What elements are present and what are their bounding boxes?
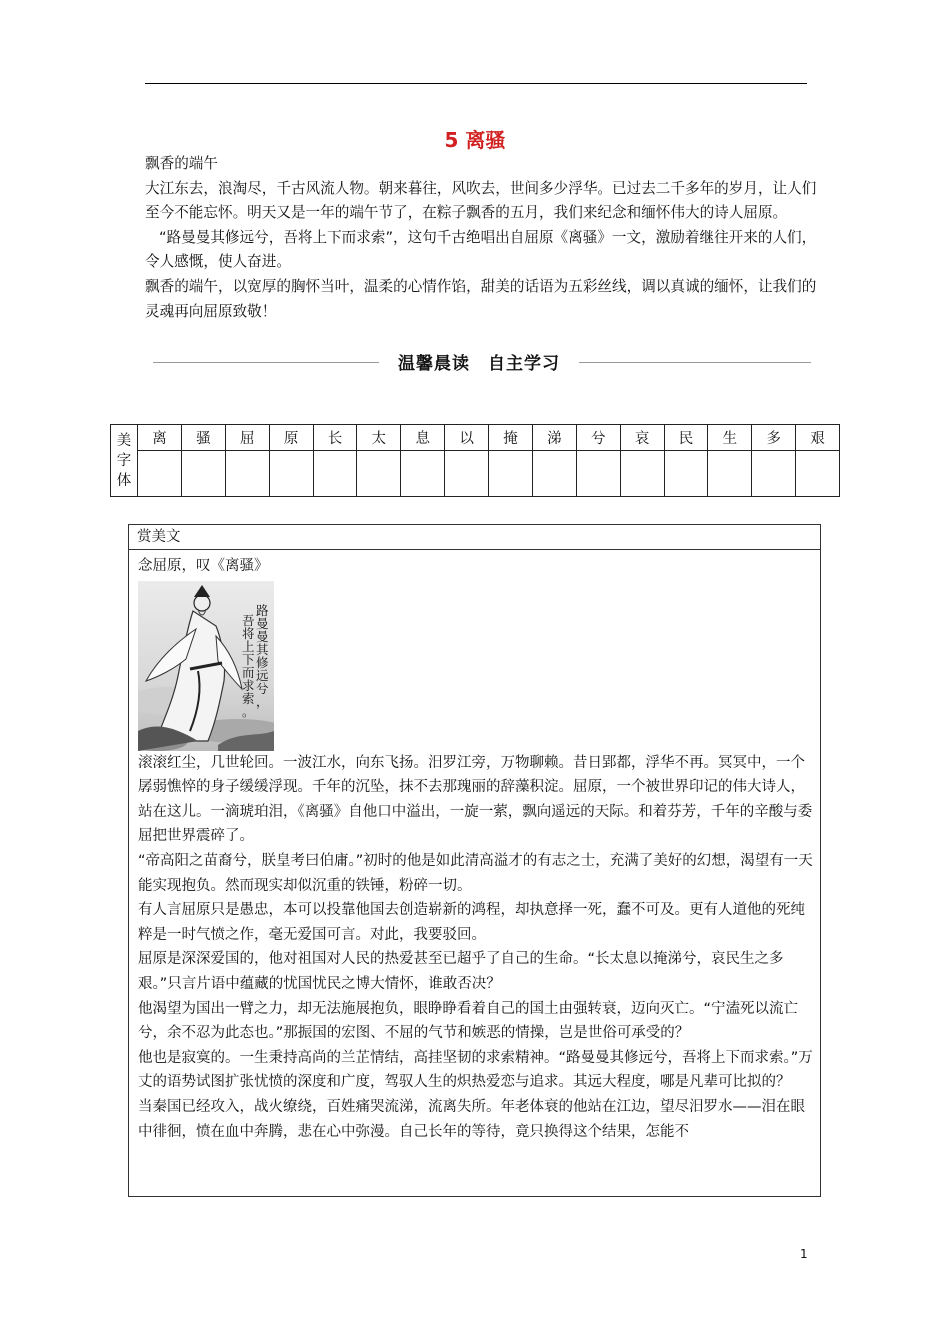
practice-cell[interactable] bbox=[796, 451, 840, 497]
appreciation-body bbox=[129, 550, 820, 1144]
char-cell: 兮 bbox=[576, 425, 620, 451]
table-row bbox=[111, 425, 840, 451]
essay-paragraph: 滚滚红尘，几世轮回。一波江水，向东飞扬。汨罗江旁，万物聊赖。昔日郢都，浮华不再。冥冥中，一个孱弱憔悴的身子缓缓浮现。千年的沉坠，抹不去那瑰丽的辞藻积淀。屈原，一个被世界印记的伟大诗人，站在这儿。一滴琥珀泪，《离骚》自他口中溢出，一旋一萦，飘向遥远的天际。和着芬芳，千年的辛酸与委屈把世界震碎了。 bbox=[138, 754, 813, 845]
section-banner bbox=[145, 349, 817, 375]
portrait-verse-line-1: 路曼曼其修远兮， bbox=[256, 602, 269, 709]
essay-paragraph: “帝高阳之苗裔兮，朕皇考曰伯庸。”初时的他是如此清高溢才的有志之士，充满了美好的幻想，渴望有一天能实现抱负。然而现实却似沉重的铁锤，粉碎一切。 bbox=[138, 852, 813, 894]
intro-heading: 飘香的端午 bbox=[145, 155, 218, 172]
practice-cell[interactable] bbox=[532, 451, 576, 497]
practice-cell[interactable] bbox=[664, 451, 708, 497]
char-cell: 长 bbox=[313, 425, 357, 451]
practice-cell[interactable] bbox=[401, 451, 445, 497]
practice-cell[interactable] bbox=[576, 451, 620, 497]
char-cell: 民 bbox=[664, 425, 708, 451]
intro-paragraph: 飘香的端午，以宽厚的胸怀当叶，温柔的心情作馅，甜美的话语为五彩丝线，调以真诚的缅怀，让我们的灵魂再向屈原致敬！ bbox=[145, 277, 817, 320]
row-header-cell: 美字体 bbox=[111, 425, 138, 497]
char-cell: 掩 bbox=[489, 425, 533, 451]
calligraphy-table bbox=[110, 424, 840, 497]
char-cell: 太 bbox=[357, 425, 401, 451]
intro-paragraph: “路曼曼其修远兮，吾将上下而求索”，这句千古绝唱出自屈原《离骚》一文，激励着继往开来的人们，令人感慨，使人奋进。 bbox=[145, 228, 817, 271]
char-cell: 息 bbox=[401, 425, 445, 451]
practice-cell[interactable] bbox=[269, 451, 313, 497]
char-cell: 艰 bbox=[796, 425, 840, 451]
page-number: 1 bbox=[800, 1247, 808, 1261]
essay-paragraph: 屈原是深深爱国的，他对祖国对人民的热爱甚至已超乎了自己的生命。“长太息以掩涕兮，哀民生之多艰。”只言片语中蕴藏的忧国忧民之博大情怀，谁敢否决？ bbox=[138, 951, 784, 992]
char-cell: 哀 bbox=[620, 425, 664, 451]
practice-cell[interactable] bbox=[708, 451, 752, 497]
header-rule bbox=[145, 83, 807, 84]
practice-cell[interactable] bbox=[445, 451, 489, 497]
table-row bbox=[111, 451, 840, 497]
char-cell: 骚 bbox=[181, 425, 225, 451]
char-cell: 涕 bbox=[532, 425, 576, 451]
practice-cell[interactable] bbox=[181, 451, 225, 497]
intro-section bbox=[145, 152, 817, 324]
char-cell: 屈 bbox=[225, 425, 269, 451]
practice-cell[interactable] bbox=[225, 451, 269, 497]
banner-line-right bbox=[579, 362, 811, 363]
practice-cell[interactable] bbox=[138, 451, 182, 497]
practice-cell[interactable] bbox=[357, 451, 401, 497]
banner-line-left bbox=[153, 362, 379, 363]
page-title: 5 离骚 bbox=[444, 128, 506, 152]
char-cell: 多 bbox=[752, 425, 796, 451]
portrait-verse-line-2: 吾将上下而求索。 bbox=[242, 612, 255, 719]
char-cell: 以 bbox=[445, 425, 489, 451]
char-cell: 生 bbox=[708, 425, 752, 451]
practice-cell[interactable] bbox=[620, 451, 664, 497]
practice-cell[interactable] bbox=[752, 451, 796, 497]
essay-paragraph: 有人言屈原只是愚忠，本可以投靠他国去创造崭新的鸿程，却执意择一死，蠢不可及。更有人道他的死纯粹是一时气愤之作，毫无爱国可言。对此，我要驳回。 bbox=[138, 902, 805, 943]
appreciation-heading: 赏美文 bbox=[129, 525, 820, 550]
char-cell: 离 bbox=[138, 425, 182, 451]
essay-paragraph: 他也是寂寞的。一生秉持高尚的兰芷情结，高挂坚韧的求索精神。“路曼曼其修远兮，吾将上下而求索。”万丈的语势试图扩张忧愤的深度和广度，驾驭人生的炽热爱恋与追求。其远大程度，哪是凡辈可比拟的？ bbox=[138, 1049, 813, 1091]
qu-yuan-portrait-image bbox=[138, 581, 274, 751]
intro-paragraph: 大江东去，浪淘尽，千古风流人物。朝来暮往，风吹去，世间多少浮华。已过去二千多年的岁月，让人们至今不能忘怀。明天又是一年的端午节了，在粽子飘香的五月，我们来纪念和缅怀伟大的诗人屈原。 bbox=[145, 179, 817, 222]
practice-cell[interactable] bbox=[313, 451, 357, 497]
char-cell: 原 bbox=[269, 425, 313, 451]
practice-cell[interactable] bbox=[489, 451, 533, 497]
essay-paragraph: 他渴望为国出一臂之力，却无法施展抱负，眼睁睁看着自己的国土由强转衰，迈向灭亡。“宁溘死以流亡兮，余不忍为此态也。”那振国的宏图、不屈的气节和嫉恶的情操，岂是世俗可承受的？ bbox=[138, 1000, 799, 1042]
essay-paragraph: 当秦国已经攻入，战火缭绕，百姓痛哭流涕，流离失所。年老体衰的他站在江边，望尽汨罗水——泪在眼中徘徊，愤在血中奔腾，悲在心中弥漫。自己长年的等待，竟只换得这个结果，怎能不 bbox=[138, 1098, 805, 1140]
appreciation-box bbox=[128, 524, 821, 1197]
section-label: 温馨晨读 自主学习 bbox=[398, 354, 560, 374]
appreciation-subtitle: 念屈原，叹《离骚》 bbox=[138, 558, 269, 574]
